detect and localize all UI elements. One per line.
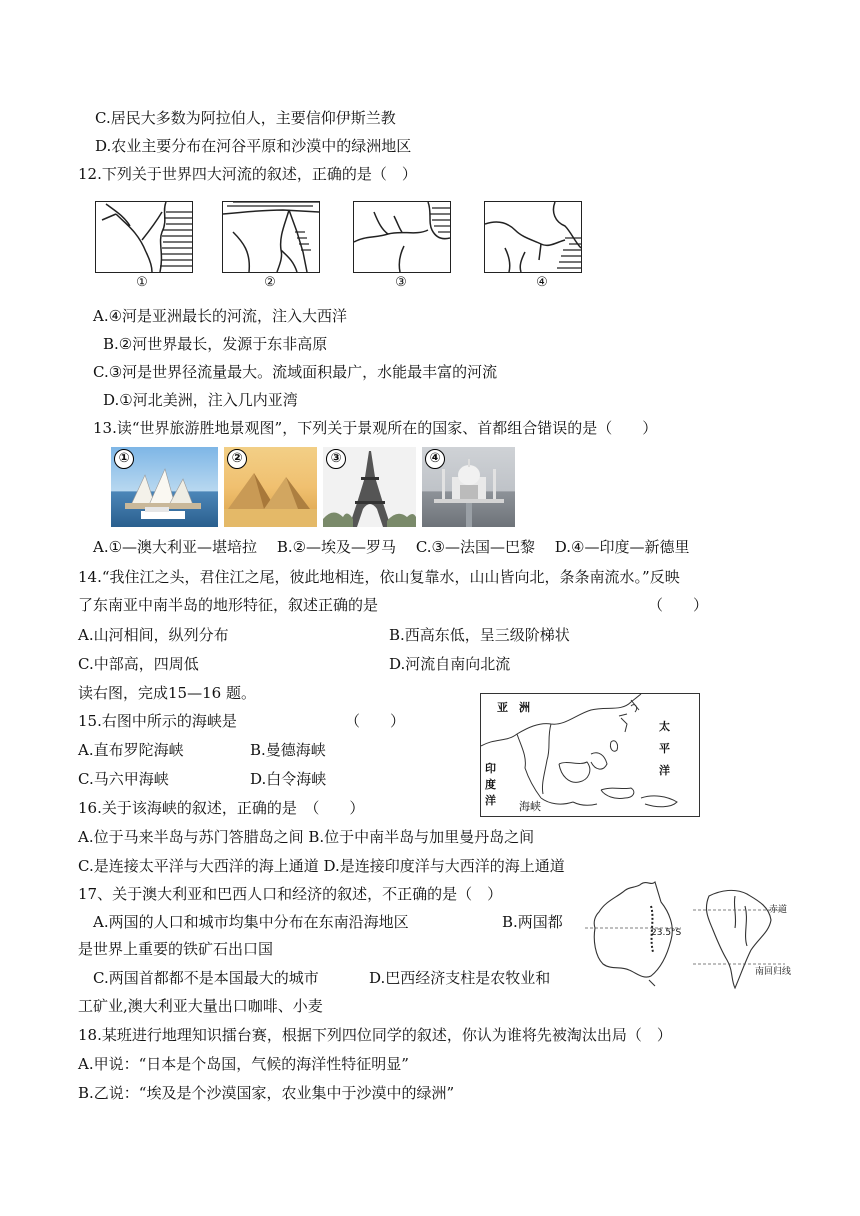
q15-answer-paren: （ ）: [345, 712, 406, 730]
q14-option-d: D.河流自南向北流: [389, 655, 511, 673]
q14-stem-1: 14.“我住江之头，君住江之尾，彼此地相连，依山复靠水，山山皆向北，条条南流水。”反映: [78, 568, 680, 586]
q18-stem: 18.某班进行地理知识擂台赛，根据下列四位同学的叙述，你认为谁将先被淘汰出局（ ）: [78, 1026, 672, 1044]
q16-option-cd: C.是连接太平洋与大西洋的海上通道 D.是连接印度洋与大西洋的海上通道: [78, 857, 565, 875]
photo-2-number: ②: [227, 449, 247, 469]
q15-stem: 15.右图中所示的海峡是: [78, 712, 237, 730]
q17-stem: 17、关于澳大利亚和巴西人口和经济的叙述，不正确的是（ ）: [78, 885, 503, 903]
q11-option-d: D.农业主要分布在河谷平原和沙漠中的绿洲地区: [95, 137, 412, 155]
equator-label: 赤道: [769, 905, 788, 915]
q15-option-d: D.白令海峡: [250, 770, 327, 788]
indian-ocean-label-3: 洋: [485, 794, 496, 807]
q17-option-d-2: 工矿业,澳大利亚大量出口咖啡、小麦: [78, 997, 323, 1015]
q12-option-b: B.②河世界最长，发源于东非高原: [103, 335, 328, 353]
pacific-label-1: 太: [659, 720, 670, 733]
photo-taj-mahal: [422, 447, 515, 527]
q18-option-b: B.乙说：“埃及是个沙漠国家，农业集中于沙漠中的绿洲”: [78, 1084, 455, 1102]
photo-sydney-opera-house: [111, 447, 218, 527]
q11-option-c: C.居民大多数为阿拉伯人，主要信仰伊斯兰教: [95, 109, 396, 127]
q16-stem: 16.关于该海峡的叙述，正确的是 （ ）: [78, 799, 365, 817]
q17-option-a: A.两国的人口和城市均集中分布在东南沿海地区: [93, 913, 409, 931]
river-map-3: [353, 201, 451, 273]
river-map-1: [95, 201, 193, 273]
q13-options: A.①—澳大利亚—堪培拉 B.②—埃及—罗马 C.③—法国—巴黎 D.④—印度—新德里: [93, 538, 690, 556]
q14-option-a: A.山河相间，纵列分布: [78, 626, 229, 644]
q14-stem-2: 了东南亚中南半岛的地形特征，叙述正确的是: [78, 596, 379, 614]
q15-option-c: C.马六甲海峡: [78, 770, 169, 788]
photo-pyramids: [224, 447, 317, 527]
q12-option-d: D.①河北美洲，注入几内亚湾: [103, 391, 298, 409]
q18-option-a: A.甲说：“日本是个岛国，气候的海洋性特征明显”: [78, 1055, 409, 1073]
q17-option-c: C.两国首都都不是本国最大的城市: [93, 969, 319, 987]
latitude-label: 23.5°S: [651, 928, 682, 938]
q12-stem: 12.下列关于世界四大河流的叙述，正确的是（ ）: [78, 165, 417, 183]
river-map-2: [222, 201, 320, 273]
q16-option-ab: A.位于马来半岛与苏门答腊岛之间 B.位于中南半岛与加里曼丹岛之间: [78, 828, 535, 846]
q13-stem: 13.读“世界旅游胜地景观图”，下列关于景观所在的国家、首都组合错误的是（ ）: [93, 419, 658, 437]
q15-option-a: A.直布罗陀海峡: [78, 741, 184, 759]
asia-label: 亚 洲: [497, 701, 530, 714]
river-map-4-label: ④: [536, 275, 548, 290]
q14-answer-paren: （ ）: [648, 596, 709, 614]
q12-option-c: C.③河是世界径流量最大。流域面积最广，水能最丰富的河流: [93, 363, 498, 381]
q14-option-b: B.西高东低，呈三级阶梯状: [389, 626, 570, 644]
photo-1-number: ①: [114, 449, 134, 469]
q12-option-a: A.④河是亚洲最长的河流，注入大西洋: [93, 307, 348, 325]
river-map-3-label: ③: [395, 275, 407, 290]
q14-option-c: C.中部高，四周低: [78, 655, 199, 673]
river-map-4: [484, 201, 582, 273]
pacific-label-3: 洋: [659, 764, 670, 777]
q17-option-b-2: 是世界上重要的铁矿石出口国: [78, 940, 274, 958]
pacific-label-2: 平: [659, 742, 670, 755]
photo-eiffel-tower: [323, 447, 416, 527]
q15-option-b: B.曼德海峡: [250, 741, 326, 759]
q17-option-d-1: D.巴西经济支柱是农牧业和: [369, 969, 551, 987]
read-instruction: 读右图，完成15—16 题。: [78, 684, 256, 702]
river-map-1-label: ①: [136, 275, 148, 290]
southeast-asia-map: [480, 693, 700, 817]
photo-3-number: ③: [326, 449, 346, 469]
strait-label: 海峡: [519, 800, 541, 813]
australia-brazil-map: [585, 876, 795, 994]
river-map-2-label: ②: [264, 275, 276, 290]
indian-ocean-label-2: 度: [485, 778, 496, 791]
q17-option-b-1: B.两国都: [502, 913, 563, 931]
photo-4-number: ④: [425, 449, 445, 469]
indian-ocean-label-1: 印: [485, 762, 496, 775]
tropic-of-capricorn-label: 南回归线: [755, 967, 792, 977]
